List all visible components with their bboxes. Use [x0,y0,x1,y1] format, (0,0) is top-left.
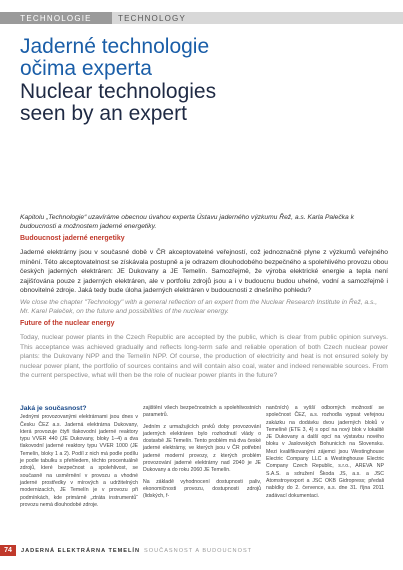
column-2-paragraph-3: Na základě vyhodnocení dostupnosti paliv, ekonomičnosti provozu, dostupnosti zdrojů (lidských, f- [143,478,261,500]
page-number: 74 [0,545,16,556]
issue-name: SOUČASNOST A BUDOUCNOST [144,547,253,554]
heading-cz: Budoucnost jaderné energetiky [20,235,125,242]
column-2-paragraph-1: zajištění všech bezpečnostních a spolehlivostních parametrů. [143,405,261,419]
column-3 [266,405,384,504]
title-en-line2: seen by an expert [20,102,187,125]
heading-en: Future of the nuclear energy [20,320,115,327]
column-1 [20,405,138,513]
column-3-paragraph: nančních) a vyšší odborných možností se společnost ČEZ, a.s. rozhodla vypsat veřejnou zakázku na dodávku dvou jaderných bloků v Temelíně (ETE 3, 4) s opcí na nový blok v lokalitě JE Dukovany a další opcí na výstavbu nového bloku v Jaslovských Bohunicích na Slovensku. Mezi kvalifikovanými zájemci jsou Westinghouse Electric Company LLC a Westinghouse Electric Company Czech Republic, s.r.o., AREVA NP S.A.S. a sdružení Škoda JS, a.s. a JSC Atomstroyexport a JSC OKB Gidropress; předali nabídky do 2. července, a.s. dne 31. října 2011 zadávací dokumentaci. [266,405,384,499]
publication-name: JADERNÁ ELEKTRÁRNA TEMELÍN [21,547,141,554]
body-cz: Jaderné elektrárny jsou v současné době v ČR akceptovatelné veřejností, což jednoznačně plyne z výzkumů veřejného mínění. Této akceptovatelnost se získávala postupně a je odrazem dlouhodobého bezpečného a spolehlivého provozu obou českých jaderných elektráren: JE Dukovany a JE Temelín. Samozřejmě, že výroba elektrické energie a tepla není zajišťována pouze z jaderných elektráren, ale v portfoliu zdrojů jsou a i v budoucnu budou uhelné, vodní a samozřejmě i obnovitelné zdroje. Jaká tedy bude úloha jaderných elektráren v budoucnosti z dnešního pohledu? [20,249,388,295]
title-en-line1: Nuclear technologies [20,80,217,103]
lead-en: We close the chapter "Technology" with a general reflection of an expert from the Nuclear Research Institute in Řež, a.s., Mr. Karel Paleček, on the future and possibilities of the nuclear energy. [20,299,378,315]
title-cz [20,36,390,80]
column-1-paragraph: Jednými provozovanými elektrárnami jsou dnes v Česku ČEZ a.s. Jaderná elektrárna Dukovany, která provozuje čtyři tlakovodní jaderné reaktory typu VVER 440 (JE Dukovany, bloky 1–4) a dva tlakovodní jaderné reaktory typu VVER 1000 (JE Temelín, bloky 1 a 2). Podíl z nich má podle podílu je podle tabulku s přehledem, těchto procentuálně zdrojů, které bezpečnost a spolehlivost, se současně na usměrnění v provozu a vhodné jaderné prostředky v mírových a udržitelných modernizacích, JE Temelín je v provozu při podmínkách, kde primárně „ztráta instrumentů“ provozu nemá dlouhodobé zdroje. [20,414,138,508]
body-en: Today, nuclear power plants in the Czech Republic are accepted by the public, which is clear from public opinion surveys. This acceptance was achieved gradually and reflects long-term safe and reliable operation of both Czech nuclear power plants: the Dukovany NPP and the Temelín NPP. Of course, the production of electricity and heat is not ensured solely by nuclear power plant, the portfolio of sources contains and will contain also coal, water and indeed renewable sources. From the current perspective, what will then be the role of nuclear power plants in the future? [20,334,388,380]
title-cz-line2: očima experta [20,57,152,80]
page-footer [0,545,403,556]
section-header-band [0,12,403,24]
section-label-cz: TECHNOLOGIE [0,12,112,24]
title-en [20,81,390,125]
title-cz-line1: Jaderné technologie [20,35,210,58]
column-2-paragraph-2: Jedním z urmažujících prvků doby provozování jaderných elektráren bylo rozhodnutí vlády o dostavbě JE Temelín. Tento problém má dva české jaderné elektrárny, ve kterých jsou v ČR potřební jaderné moderní provozy, z kterých problém provozování jaderné elektrárny nad 2040 je JE Dukovany a do roku 2060 JE Temelín. [143,423,261,474]
column-1-heading: Jaká je současnost? [20,405,87,412]
section-label-en: TECHNOLOGY [118,13,187,23]
column-2 [143,405,261,505]
lead-cz: Kapitolu „Technologie“ uzavíráme obecnou úvahou experta Ústavu jaderného výzkumu Řež, a.s. Karla Palečka k budoucnosti a možnostem jaderné energetiky. [20,214,354,230]
